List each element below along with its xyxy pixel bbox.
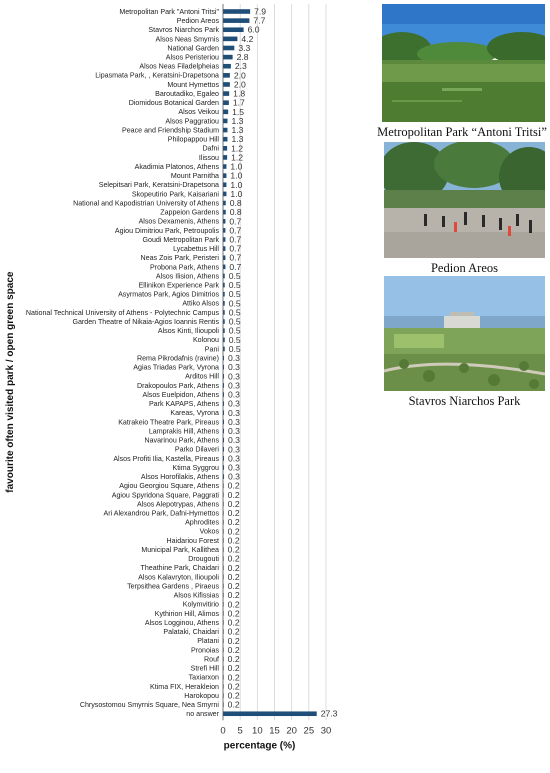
category-label-16: Ilissou <box>198 153 219 162</box>
value-label-61: 0.2 <box>227 562 240 573</box>
category-label-25: Goudi Metropolitan Park <box>142 235 219 244</box>
value-label-75: 0.2 <box>227 690 240 701</box>
category-label-22: Zappeion Gardens <box>160 208 219 217</box>
value-label-57: 0.2 <box>227 526 240 537</box>
value-label-40: 0.3 <box>228 371 240 382</box>
category-label-72: Strefi Hill <box>190 664 219 673</box>
value-label-69: 0.2 <box>227 635 240 646</box>
category-label-19: Selepitsari Park, Keratsini-Drapetsona <box>98 181 219 190</box>
category-label-18: Mount Parnitha <box>170 172 219 181</box>
x-axis-title: percentage (%) <box>223 740 296 752</box>
category-label-17: Akadimia Platonos, Athens <box>134 162 219 171</box>
bar-2 <box>223 27 244 32</box>
bar-14 <box>223 137 227 142</box>
category-label-57: Vokos <box>199 527 219 536</box>
value-label-52: 0.2 <box>227 480 240 491</box>
category-label-70: Pronoias <box>191 646 219 655</box>
value-label-16: 1.2 <box>231 152 244 163</box>
value-label-26: 0.7 <box>229 243 242 254</box>
category-label-52: Agiou Georgiou Square, Athens <box>119 482 219 491</box>
bar-1 <box>223 18 249 23</box>
category-label-6: Alsos Neas Filadelpheias <box>139 62 219 71</box>
park-aerial-image <box>384 276 545 391</box>
value-label-62: 0.2 <box>227 571 240 582</box>
value-label-64: 0.2 <box>227 590 240 601</box>
value-label-28: 0.7 <box>229 261 242 272</box>
category-label-59: Municipal Park, Kallithea <box>141 545 219 554</box>
photo-caption-3: Stavros Niarchos Park <box>408 394 521 408</box>
category-label-49: Alsos Profiti Ilia, Kastella, Pireaus <box>113 454 219 463</box>
value-label-24: 0.7 <box>229 225 242 236</box>
category-label-33: National Technical University of Athens - Polytechnic Campus <box>25 308 219 317</box>
value-label-13: 1.3 <box>231 125 244 136</box>
bar-15 <box>223 146 227 151</box>
category-label-68: Palataki, Chaidari <box>163 628 219 637</box>
value-label-49: 0.3 <box>228 453 240 464</box>
y-axis-title: favourite often visited park / open green space <box>5 271 16 493</box>
bar-3 <box>223 37 237 42</box>
category-label-43: Park KAPAPS, Athens <box>148 400 219 409</box>
value-label-12: 1.3 <box>231 115 244 126</box>
value-label-37: 0.5 <box>228 343 241 354</box>
category-label-37: Pani <box>204 345 219 354</box>
value-label-56: 0.2 <box>227 517 240 528</box>
value-label-71: 0.2 <box>227 654 240 665</box>
plaza-image <box>384 142 545 258</box>
value-label-58: 0.2 <box>227 535 240 546</box>
value-label-1: 7.7 <box>253 15 266 26</box>
bar-10 <box>223 100 229 105</box>
category-label-11: Alsos Veikou <box>178 108 219 117</box>
value-label-27: 0.7 <box>229 252 242 263</box>
value-label-48: 0.3 <box>228 444 240 455</box>
value-label-34: 0.5 <box>228 316 241 327</box>
category-label-54: Alsos Alepotrypas, Athens <box>136 500 219 509</box>
value-label-41: 0.3 <box>228 380 240 391</box>
value-label-36: 0.5 <box>228 334 241 345</box>
category-label-69: Platani <box>197 637 219 646</box>
category-label-56: Aphrodites <box>185 518 219 527</box>
value-label-60: 0.2 <box>227 553 240 564</box>
bar-6 <box>223 64 231 69</box>
category-label-67: Alsos Logginou, Athens <box>144 618 219 627</box>
x-tick-0: 0 <box>220 725 226 737</box>
category-label-76: Chrysostomou Smyrnis Square, Nea Smyrni <box>79 701 219 710</box>
value-label-70: 0.2 <box>227 644 240 655</box>
x-tick-25: 25 <box>303 725 315 737</box>
category-label-50: Ktima Syggrou <box>172 463 219 472</box>
bar-5 <box>223 55 233 60</box>
category-label-51: Alsos Horofilakis, Athens <box>140 473 219 482</box>
photo-metropolitan-park <box>382 4 545 122</box>
value-label-21: 0.8 <box>229 198 242 209</box>
category-label-74: Ktima FIX, Herakleion <box>150 682 219 691</box>
category-label-48: Parko Dilaveri <box>174 445 219 454</box>
value-label-35: 0.5 <box>228 325 241 336</box>
value-label-23: 0.7 <box>229 216 242 227</box>
value-label-68: 0.2 <box>227 626 240 637</box>
bar-12 <box>223 119 227 124</box>
value-label-73: 0.2 <box>227 672 240 683</box>
photo-stavros-niarchos-park <box>384 276 545 391</box>
x-tick-5: 5 <box>237 725 243 737</box>
value-label-11: 1.5 <box>232 106 245 117</box>
value-label-4: 3.3 <box>238 42 251 53</box>
category-label-55: Ari Alexandrou Park, Dafni-Hymettos <box>103 509 219 518</box>
value-label-31: 0.5 <box>228 289 241 300</box>
bar-77 <box>223 711 317 716</box>
x-tick-20: 20 <box>286 725 297 737</box>
value-label-3: 4.2 <box>241 33 254 44</box>
value-label-18: 1.0 <box>230 170 243 181</box>
category-label-65: Kolymvitirio <box>182 600 219 609</box>
category-label-62: Alsos Kalavryton, Ilioupoli <box>138 573 219 582</box>
category-label-73: Taxiarxon <box>188 673 219 682</box>
value-label-74: 0.2 <box>227 681 240 692</box>
value-label-15: 1.2 <box>231 143 244 154</box>
value-label-65: 0.2 <box>227 599 240 610</box>
value-label-17: 1.0 <box>230 161 243 172</box>
category-label-63: Terpsithea Gardens , Piraeus <box>127 582 219 591</box>
category-label-77: no answer <box>186 710 219 719</box>
value-label-77: 27.3 <box>320 708 338 719</box>
value-label-14: 1.3 <box>231 134 244 145</box>
value-label-47: 0.3 <box>228 435 240 446</box>
value-label-29: 0.5 <box>228 270 241 281</box>
category-label-5: Alsos Peristeriou <box>165 53 219 62</box>
category-label-8: Mount Hymettos <box>167 80 219 89</box>
value-label-67: 0.2 <box>227 617 240 628</box>
value-label-30: 0.5 <box>228 280 241 291</box>
category-label-27: Neas Zois Park, Peristeri <box>140 254 219 263</box>
category-label-41: Drakopoulos Park, Athens <box>136 381 219 390</box>
value-label-7: 2.0 <box>233 70 246 81</box>
value-label-33: 0.5 <box>228 307 241 318</box>
category-label-21: National and Kapodistrian University of Athens <box>73 199 219 208</box>
category-label-2: Stavros Niarchos Park <box>148 26 219 35</box>
value-label-5: 2.8 <box>236 52 249 63</box>
bar-17 <box>223 164 226 169</box>
value-label-19: 1.0 <box>230 179 243 190</box>
bar-8 <box>223 82 230 87</box>
category-label-9: Baroutadiko, Egaleo <box>155 89 219 98</box>
x-tick-30: 30 <box>320 725 332 737</box>
category-label-13: Peace and Friendship Stadium <box>121 126 219 135</box>
value-label-9: 1.8 <box>233 88 246 99</box>
category-label-64: Alsos Kifissias <box>173 591 219 600</box>
category-label-10: Diomidous Botanical Garden <box>128 99 219 108</box>
category-label-32: Attiko Alsos <box>182 299 219 308</box>
value-label-8: 2.0 <box>233 79 246 90</box>
value-label-20: 1.0 <box>230 188 243 199</box>
value-labels <box>228 7 338 719</box>
category-label-23: Alsos Dexamenis, Athens <box>138 217 219 226</box>
category-label-47: Navarinou Park, Athens <box>144 436 219 445</box>
value-label-25: 0.7 <box>229 234 242 245</box>
photo-caption-1: Metropolitan Park “Antoni Tritsi” <box>377 125 547 139</box>
category-label-15: Dafni <box>202 144 219 153</box>
value-label-32: 0.5 <box>228 298 241 309</box>
category-label-38: Rema Pikrodafnis (ravine) <box>136 354 219 363</box>
category-label-44: Kareas, Vyrona <box>170 409 219 418</box>
category-label-75: Harokopou <box>184 691 219 700</box>
category-label-4: National Garden <box>167 44 219 53</box>
category-label-71: Rouf <box>204 655 219 664</box>
value-label-55: 0.2 <box>227 508 240 519</box>
value-label-38: 0.3 <box>228 353 240 364</box>
value-label-72: 0.2 <box>227 663 240 674</box>
bar-19 <box>223 182 226 187</box>
bar-16 <box>223 155 227 160</box>
bar-18 <box>223 173 226 178</box>
value-label-46: 0.3 <box>228 426 240 437</box>
photo-caption-2: Pedion Areos <box>430 261 498 275</box>
value-label-59: 0.2 <box>227 544 240 555</box>
x-tick-10: 10 <box>252 725 263 737</box>
bar-22 <box>223 210 226 215</box>
category-label-12: Alsos Paggratiou <box>165 117 219 126</box>
bar-20 <box>223 192 226 197</box>
lake-park-image <box>382 4 545 122</box>
category-label-31: Asyrmatos Park, Agios Dimitrios <box>118 290 219 299</box>
photo-pedion-areos <box>384 142 545 258</box>
value-label-10: 1.7 <box>232 97 245 108</box>
bar-13 <box>223 128 227 133</box>
category-label-30: Ellinikon Experience Park <box>138 281 219 290</box>
bar-7 <box>223 73 230 78</box>
bar-11 <box>223 110 228 115</box>
category-label-3: Alsos Neas Smyrnis <box>155 35 219 44</box>
category-label-35: Alsos Kinti, Ilioupoli <box>157 327 219 336</box>
value-label-39: 0.3 <box>228 362 240 373</box>
value-label-63: 0.2 <box>227 581 240 592</box>
category-label-45: Katrakeio Theatre Park, Pireaus <box>118 418 219 427</box>
value-label-0: 7.9 <box>254 6 267 17</box>
value-label-44: 0.3 <box>228 407 240 418</box>
value-label-45: 0.3 <box>228 416 240 427</box>
x-tick-15: 15 <box>269 725 280 737</box>
value-label-53: 0.2 <box>227 489 240 500</box>
category-label-0: Metropolitan Park "Antoni Tritsi" <box>119 7 219 16</box>
value-label-54: 0.2 <box>227 498 240 509</box>
x-tick-labels <box>220 725 331 736</box>
category-label-34: Garden Theatre of Nikaia-Agios Ioannis Rentis <box>72 317 219 326</box>
value-label-76: 0.2 <box>227 699 240 710</box>
category-label-36: Kolonou <box>192 336 219 345</box>
value-label-22: 0.8 <box>229 207 242 218</box>
category-label-24: Agiou Dimitriou Park, Petroupolis <box>114 226 219 235</box>
bar-21 <box>223 201 226 206</box>
category-label-58: Haidariou Forest <box>166 536 219 545</box>
value-label-51: 0.3 <box>228 471 240 482</box>
category-labels <box>26 8 220 718</box>
category-label-53: Agiou Spyridona Square, Paggrati <box>111 491 219 500</box>
value-label-50: 0.3 <box>228 462 240 473</box>
value-label-66: 0.2 <box>227 608 240 619</box>
category-label-61: Theathine Park, Chaidari <box>140 564 219 573</box>
category-label-46: Lamprakis Hill, Athens <box>148 427 219 436</box>
category-label-1: Pedion Areos <box>176 17 219 26</box>
value-label-42: 0.3 <box>228 389 240 400</box>
bar-0 <box>223 9 250 14</box>
category-label-60: Drougouti <box>188 555 219 564</box>
grid-lines <box>240 4 326 720</box>
bar-4 <box>223 46 234 51</box>
category-label-66: Kythirion Hill, Alimos <box>154 609 219 618</box>
value-label-6: 2.3 <box>234 61 247 72</box>
category-label-26: Lycabettus Hill <box>173 245 219 254</box>
category-label-29: Alsos Ilision, Athens <box>155 272 219 281</box>
bar-9 <box>223 91 229 96</box>
category-label-42: Alsos Euelpidon, Athens <box>142 390 219 399</box>
category-label-39: Agias Triadas Park, Vyrona <box>133 363 219 372</box>
category-label-28: Probona Park, Athens <box>149 263 219 272</box>
value-label-2: 6.0 <box>247 24 260 35</box>
category-label-40: Arditos Hill <box>185 372 219 381</box>
category-label-7: Lipasmata Park, , Keratsini-Drapetsona <box>95 71 219 80</box>
category-label-14: Philopappou Hill <box>167 135 219 144</box>
value-label-43: 0.3 <box>228 398 240 409</box>
category-label-20: Skopeutirio Park, Kaisariani <box>131 190 219 199</box>
